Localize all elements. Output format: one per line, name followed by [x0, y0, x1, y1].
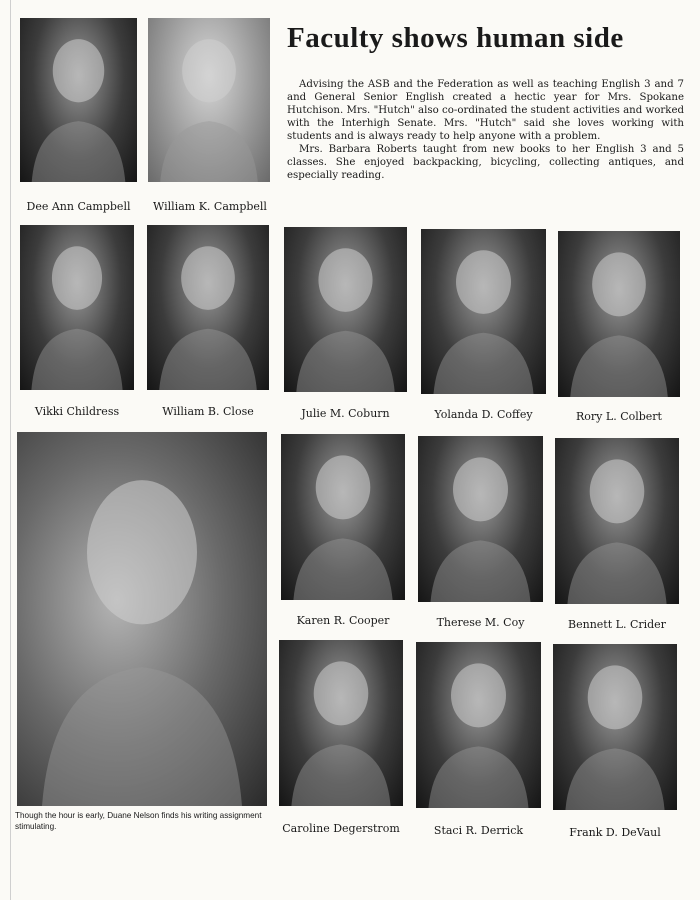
- portrait-photo: [553, 644, 677, 810]
- portrait-silhouette: [421, 229, 546, 394]
- portrait-photo: [148, 18, 270, 182]
- portrait-silhouette: [20, 225, 134, 390]
- portrait-name: William B. Close: [162, 405, 254, 418]
- feature-photo-caption: Though the hour is early, Duane Nelson finds his writing assignment stimulating.: [15, 811, 262, 831]
- portrait-silhouette: [279, 640, 403, 806]
- portrait-silhouette: [20, 18, 137, 182]
- portrait-name: Staci R. Derrick: [433, 824, 524, 837]
- headline: Faculty shows human side: [287, 22, 624, 54]
- portrait-silhouette: [284, 227, 407, 392]
- page-edge: [10, 0, 11, 900]
- portrait-name: Dee Ann Campbell: [26, 200, 131, 213]
- portrait-silhouette: [148, 18, 270, 182]
- portrait-photo: [284, 227, 407, 392]
- article-paragraph: Mrs. Barbara Roberts taught from new books to her English 3 and 5 classes. She enjoyed backpacking, bicycling, collecting antiques, and especially reading.: [287, 144, 684, 181]
- portrait-silhouette: [416, 642, 541, 808]
- portrait-name: William K. Campbell: [153, 200, 267, 213]
- feature-photo: [17, 432, 267, 806]
- portrait-silhouette: [281, 434, 405, 600]
- article-paragraph: Advising the ASB and the Federation as well as teaching English 3 and 7 and General Senior English created a hectic year for Mrs. Spokane Hutchison. Mrs. "Hutch" also co-ordinated the student activities and worked with the Interhigh Senate. Mrs. "Hutch" said she loves working with students and is always ready to help anyone with a problem.: [287, 79, 684, 142]
- article-body: [287, 78, 684, 182]
- portrait-name: Therese M. Coy: [436, 616, 525, 629]
- portrait-name: Karen R. Cooper: [296, 614, 390, 627]
- portrait-photo: [147, 225, 269, 390]
- portrait-silhouette: [553, 644, 677, 810]
- portrait-photo: [281, 434, 405, 600]
- portrait-silhouette: [17, 432, 267, 806]
- portrait-silhouette: [418, 436, 543, 602]
- portrait-photo: [416, 642, 541, 808]
- portrait-silhouette: [147, 225, 269, 390]
- portrait-photo: [418, 436, 543, 602]
- portrait-photo: [20, 18, 137, 182]
- portrait-photo: [558, 231, 680, 397]
- portrait-name: Yolanda D. Coffey: [434, 408, 533, 421]
- portrait-photo: [279, 640, 403, 806]
- portrait-photo: [20, 225, 134, 390]
- portrait-name: Bennett L. Crider: [568, 618, 666, 631]
- portrait-name: Vikki Childress: [34, 405, 120, 418]
- portrait-photo: [421, 229, 546, 394]
- portrait-name: Julie M. Coburn: [301, 407, 390, 420]
- portrait-photo: [555, 438, 679, 604]
- portrait-silhouette: [558, 231, 680, 397]
- portrait-silhouette: [555, 438, 679, 604]
- portrait-name: Frank D. DeVaul: [569, 826, 661, 839]
- portrait-name: Caroline Degerstrom: [282, 822, 400, 835]
- portrait-name: Rory L. Colbert: [576, 410, 662, 423]
